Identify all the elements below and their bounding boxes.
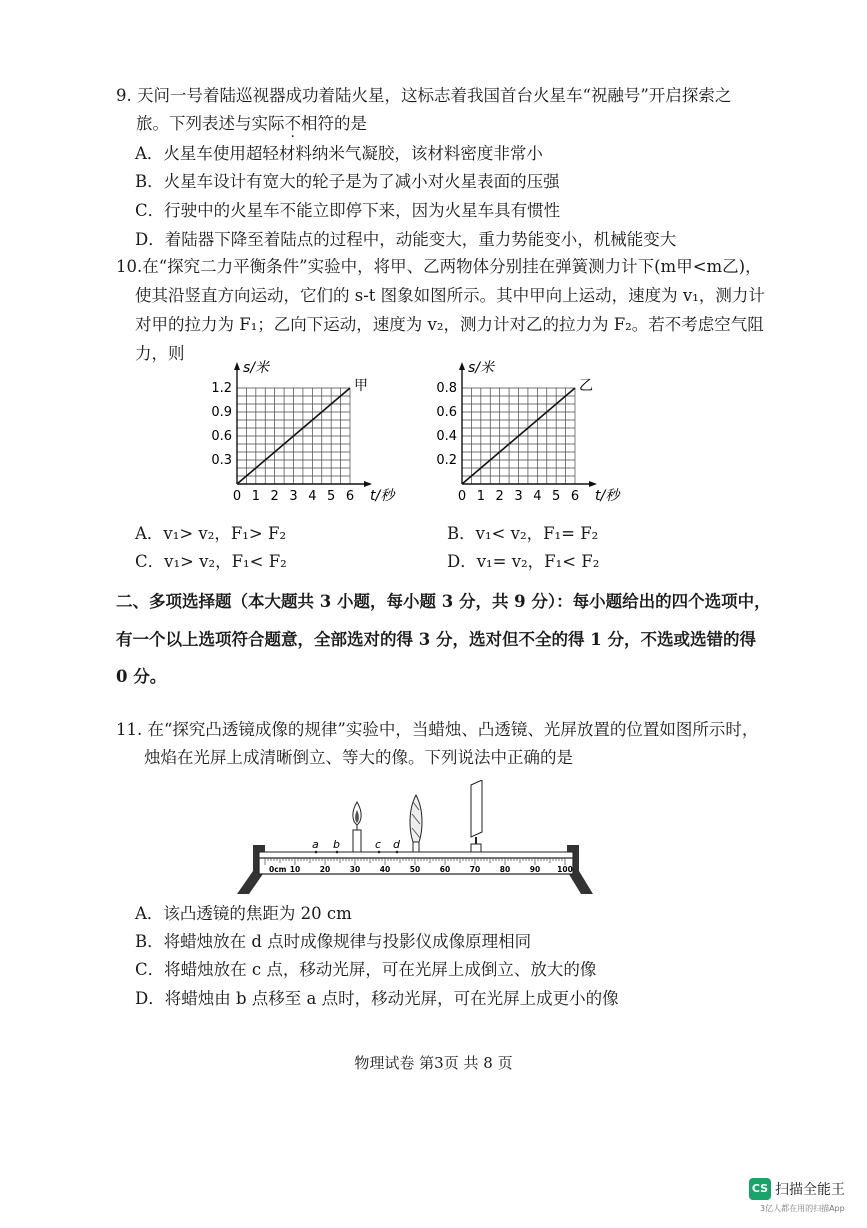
x-tick-label: 4 xyxy=(308,489,317,504)
x-tick-label: 5 xyxy=(552,489,561,504)
y-axis-arrow xyxy=(459,362,465,370)
x-tick-label: 2 xyxy=(270,489,279,504)
y-tick-label: 0.4 xyxy=(436,429,457,444)
q10-stem-line3: 对甲的拉力为 F₁；乙向下运动，速度为 v₂，测力计对乙的拉力为 F₂。若不考虑空气阻 xyxy=(135,315,764,334)
scale-label: 70 xyxy=(469,865,481,874)
q10-stem-line4: 力，则 xyxy=(135,344,185,363)
y-tick-label: 0.9 xyxy=(211,405,232,420)
point-label-d: d xyxy=(393,838,400,851)
q10-stem-line1: 10.在“探究二力平衡条件”实验中，将甲、乙两物体分别挂在弹簧测力计下(m甲<m乙)， xyxy=(116,257,762,276)
q9-emphasis: 不相符 xyxy=(284,114,334,133)
chart-yi xyxy=(420,358,650,508)
camscanner-tagline: 3亿人都在用的扫描App xyxy=(760,1204,845,1213)
scale-label: 0cm xyxy=(269,865,287,874)
series-label: 乙 xyxy=(579,378,593,394)
page-footer: 物理试卷 第3页 共 8 页 xyxy=(354,1054,513,1072)
q9-option-b: B．火星车设计有宽大的轮子是为了减小对火星表面的压强 xyxy=(135,172,560,191)
q10-option-d: D．v₁= v₂，F₁< F₂ xyxy=(447,552,600,571)
q11-option-b: B．将蜡烛放在 d 点时成像规律与投影仪成像原理相同 xyxy=(135,932,532,951)
section2-line1: 二、多项选择题（本大题共 3 小题，每小题 3 分，共 9 分）：每小题给出的四个选项中， xyxy=(116,592,771,611)
bench-rail-top xyxy=(259,852,573,858)
q11-option-c: C．将蜡烛放在 c 点，移动光屏，可在光屏上成倒立、放大的像 xyxy=(135,960,597,979)
x-tick-label: 4 xyxy=(533,489,542,504)
point-marker-d xyxy=(396,851,399,854)
x-axis-arrow xyxy=(589,481,597,487)
y-tick-label: 0.6 xyxy=(211,429,232,444)
y-tick-label: 0.8 xyxy=(436,381,457,396)
y-axis-label: s/米 xyxy=(243,360,270,376)
camscanner-logo-icon: CS xyxy=(749,1178,771,1200)
q9-stem-line1: 9. 天问一号着陆巡视器成功着陆火星，这标志着我国首台火星车“祝融号”开启探索之 xyxy=(116,86,732,105)
q9-option-d: D．着陆器下降至着陆点的过程中，动能变大，重力势能变小，机械能变大 xyxy=(135,230,677,249)
scale-label: 90 xyxy=(529,865,541,874)
x-tick-label: 2 xyxy=(495,489,504,504)
point-label-b: b xyxy=(333,838,340,851)
scale-label: 40 xyxy=(379,865,391,874)
candle xyxy=(353,802,361,852)
scale-label: 20 xyxy=(319,865,331,874)
q10-option-c: C．v₁> v₂，F₁< F₂ xyxy=(135,552,287,571)
scale-label: 80 xyxy=(499,865,511,874)
section2-line2: 有一个以上选项符合题意，全部选对的得 3 分，选对但不全的得 1 分，不选或选错的得 xyxy=(116,630,756,649)
q10-stem-line2: 使其沿竖直方向运动，它们的 s-t 图象如图所示。其中甲向上运动，速度为 v₁，测力计 xyxy=(135,286,765,305)
y-tick-label: 0.6 xyxy=(436,405,457,420)
x-tick-label: 1 xyxy=(476,489,485,504)
y-tick-label: 0.2 xyxy=(436,453,457,468)
series-label: 甲 xyxy=(354,378,368,394)
point-marker-b xyxy=(336,851,339,854)
y-tick-label: 1.2 xyxy=(211,381,232,396)
x-tick-label: 3 xyxy=(289,489,298,504)
q11-option-a: A．该凸透镜的焦距为 20 cm xyxy=(135,904,352,923)
q9-option-a: A．火星车使用超轻材料纳米气凝胶，该材料密度非常小 xyxy=(135,144,543,163)
q9-option-c: C．行驶中的火星车不能立即停下来，因为火星车具有惯性 xyxy=(135,201,561,220)
scale-label: 50 xyxy=(409,865,421,874)
optical-bench-diagram xyxy=(235,780,595,900)
q10-option-a: A．v₁> v₂，F₁> F₂ xyxy=(135,524,287,543)
x-tick-label: 0 xyxy=(232,489,242,504)
x-tick-label: 1 xyxy=(251,489,260,504)
convex-lens xyxy=(410,795,422,852)
x-axis-label: t/秒 xyxy=(595,488,620,504)
scale-label: 10 xyxy=(289,865,301,874)
chart-jia xyxy=(195,358,425,508)
x-tick-label: 0 xyxy=(457,489,467,504)
point-label-a: a xyxy=(312,838,319,851)
x-tick-label: 6 xyxy=(345,489,355,504)
q10-option-b: B．v₁< v₂，F₁= F₂ xyxy=(447,524,599,543)
point-marker-a xyxy=(315,851,318,854)
x-tick-label: 3 xyxy=(514,489,523,504)
light-screen xyxy=(471,780,482,852)
q9-stem-line2: 旅。下列表述与实际不相符的是 xyxy=(136,114,367,133)
point-marker-c xyxy=(378,851,381,854)
x-axis-arrow xyxy=(364,481,372,487)
y-tick-label: 0.3 xyxy=(211,453,232,468)
section2-line3: 0 分。 xyxy=(116,667,167,686)
x-tick-label: 6 xyxy=(570,489,580,504)
x-tick-label: 5 xyxy=(327,489,336,504)
scale-label: 60 xyxy=(439,865,451,874)
x-axis-label: t/秒 xyxy=(370,488,395,504)
scale-label: 30 xyxy=(349,865,361,874)
y-axis-arrow xyxy=(234,362,240,370)
q11-option-d: D．将蜡烛由 b 点移至 a 点时，移动光屏，可在光屏上成更小的像 xyxy=(135,989,619,1008)
q11-stem-line1: 11. 在“探究凸透镜成像的规律”实验中，当蜡烛、凸透镜、光屏放置的位置如图所示时， xyxy=(116,720,759,739)
point-label-c: c xyxy=(375,838,382,851)
camscanner-name: 扫描全能王 xyxy=(775,1182,845,1198)
y-axis-label: s/米 xyxy=(468,360,495,376)
scale-label: 100 xyxy=(557,865,573,874)
q11-stem-line2: 烛焰在光屏上成清晰倒立、等大的像。下列说法中正确的是 xyxy=(144,748,573,767)
